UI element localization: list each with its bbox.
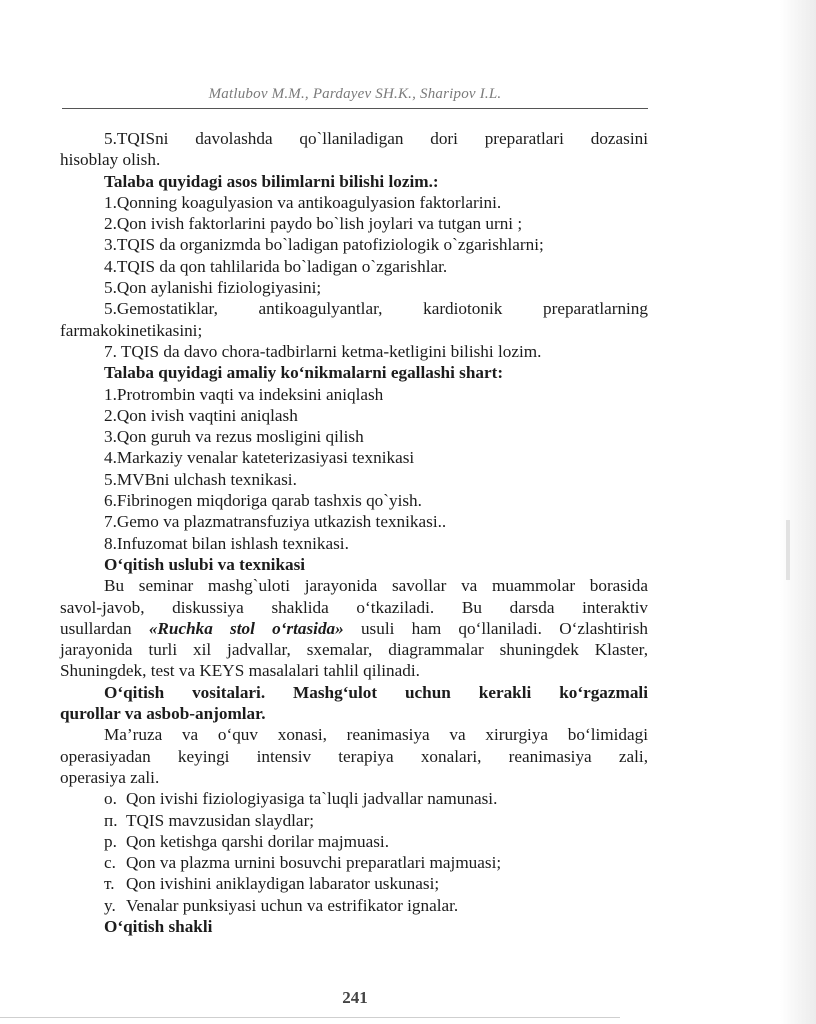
list-marker: п. bbox=[104, 810, 118, 830]
method-text-line: savol-javob, diskussiya shaklida o‘tkaziladi. Bu darsda interaktiv bbox=[60, 597, 648, 617]
list-item bbox=[60, 873, 648, 894]
method-text-line: Shuningdek, test va KEYS masalalari tahlil qilinadi. bbox=[60, 661, 420, 681]
intro-item-line1: 5.TQISni davolashda qo`llaniladigan dori preparatlari dozasini bbox=[104, 129, 648, 148]
tools-heading-line: qurollar va asbob-anjomlar. bbox=[60, 704, 266, 724]
method-text-part: usullardan bbox=[60, 618, 149, 638]
running-header: Matlubov M.M., Pardayev SH.K., Sharipov I.L. bbox=[208, 86, 502, 102]
list-item bbox=[60, 895, 648, 916]
knowledge-item: 4.TQIS da qon tahlilarida bo`ladigan o`zgarishlar. bbox=[104, 256, 448, 276]
page-body bbox=[60, 128, 648, 937]
list-item-text: Qon va plazma urnini bosuvchi preparatlari majmuasi; bbox=[126, 853, 502, 873]
skills-item: 5.MVBni ulchash texnikasi. bbox=[104, 469, 297, 489]
tools-heading-line: O‘qitish vositalari. Mashg‘ulot uchun kerakli ko‘rgazmali bbox=[104, 682, 648, 702]
form-heading: O‘qitish shakli bbox=[104, 916, 213, 936]
intro-item-line2: hisoblay olish. bbox=[60, 150, 161, 170]
header-rule bbox=[62, 108, 648, 109]
knowledge-item: 3.TQIS da organizmda bo`ladigan patofiziologik o`zgarishlarni; bbox=[104, 235, 544, 255]
method-text-part: usuli ham qo‘llaniladi. O‘zlashtirish bbox=[343, 618, 648, 638]
method-text-line: Bu seminar mashg`uloti jarayonida savollar va muammolar borasida bbox=[104, 576, 648, 596]
list-item-text: Qon ivishini aniklaydigan labarator uskunasi; bbox=[126, 874, 440, 894]
knowledge-heading: Talaba quyidagi asos bilimlarni bilishi lozim.: bbox=[104, 171, 439, 191]
method-heading: O‘qitish uslubi va texnikasi bbox=[104, 554, 306, 574]
list-item-text: Qon ketishga qarshi dorilar majmuasi. bbox=[126, 831, 390, 851]
method-text-line bbox=[60, 618, 648, 639]
knowledge-item-cont: farmakokinetikasini; bbox=[60, 320, 203, 340]
bottom-rule bbox=[0, 1017, 620, 1018]
knowledge-item: 5.Gemostatiklar, antikoagulyantlar, kardiotonik preparatlarning bbox=[104, 299, 648, 319]
list-item bbox=[60, 831, 648, 852]
list-marker: т. bbox=[104, 874, 115, 894]
page-edge-shadow bbox=[780, 0, 816, 1024]
list-item-text: TQIS mavzusidan slaydlar; bbox=[126, 810, 315, 830]
list-item-text: Venalar punksiyasi uchun va estrifikator ignalar. bbox=[126, 895, 459, 915]
list-marker: p. bbox=[104, 831, 117, 851]
tools-list bbox=[60, 788, 648, 916]
list-item bbox=[60, 810, 648, 831]
skills-item: 8.Infuzomat bilan ishlash texnikasi. bbox=[104, 533, 349, 553]
list-item bbox=[60, 852, 648, 873]
knowledge-item: 2.Qon ivish faktorlarini paydo bo`lish joylari va tutgan urni ; bbox=[104, 214, 523, 234]
list-marker: y. bbox=[104, 895, 116, 915]
skills-heading: Talaba quyidagi amaliy ko‘nikmalarni egallashi shart: bbox=[104, 363, 504, 383]
skills-item: 1.Protrombin vaqti va indeksini aniqlash bbox=[104, 384, 384, 404]
knowledge-item: 5.Qon aylanishi fiziologiyasini; bbox=[104, 278, 322, 298]
knowledge-item: 1.Qonning koagulyasion va antikoagulyasion faktorlarini. bbox=[104, 192, 502, 212]
skills-item: 6.Fibrinogen miqdoriga qarab tashxis qo`yish. bbox=[104, 491, 422, 511]
page-number: 241 bbox=[342, 988, 368, 1007]
skills-item: 2.Qon ivish vaqtini aniqlash bbox=[104, 405, 298, 425]
method-text-line: jarayonida turli xil jadvallar, sxemalar, diagrammalar shuningdek Klaster, bbox=[60, 640, 648, 660]
list-marker: o. bbox=[104, 789, 117, 809]
tools-text-line: operasiya zali. bbox=[60, 767, 160, 787]
tools-text-line: operasiyadan keyingi intensiv terapiya xonalari, reanimasiya zali, bbox=[60, 746, 648, 766]
skills-item: 4.Markaziy venalar kateterizasiyasi texnikasi bbox=[104, 448, 415, 468]
knowledge-item: 7. TQIS da davo chora-tadbirlarni ketma-ketligini bilishi lozim. bbox=[104, 341, 542, 361]
list-item bbox=[60, 788, 648, 809]
list-marker: c. bbox=[104, 853, 116, 873]
method-name-emphasis: «Ruchka stol o‘rtasida» bbox=[148, 618, 344, 638]
list-item-text: Qon ivishi fiziologiyasiga ta`luqli jadvallar namunasi. bbox=[126, 789, 498, 809]
skills-item: 7.Gemo va plazmatransfuziya utkazish texnikasi.. bbox=[104, 512, 447, 532]
skills-item: 3.Qon guruh va rezus mosligini qilish bbox=[104, 427, 364, 447]
tools-text-line: Ma’ruza va o‘quv xonasi, reanimasiya va xirurgiya bo‘limidagi bbox=[104, 725, 648, 745]
